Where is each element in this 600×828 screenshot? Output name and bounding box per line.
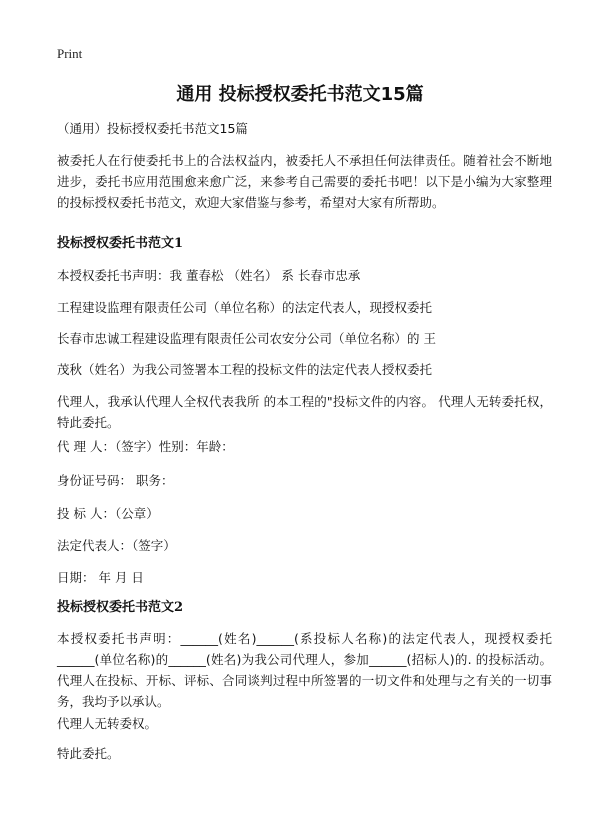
section1-paragraph: 代理人，我承认代理人全权代表我所 的本工程的"投标文件的内容。 代理人无转委托权，特此委托。 <box>57 394 552 430</box>
subtitle: （通用）投标授权委托书范文15篇 <box>57 121 248 136</box>
section1-line: 日期： 年 月 日 <box>57 570 144 585</box>
section1-line: 代 理 人：（签字）性别：年龄： <box>57 439 234 454</box>
section-heading-1: 投标授权委托书范文1 <box>57 236 184 251</box>
section2-line: 特此委托。 <box>57 746 120 761</box>
section2-paragraph: 本授权委托书声明：______(姓名)______(系投标人名称)的法定代表人，现授权委托______(单位名称)的______(姓名)为我公司代理人，参加______(招标人)的. 的投标活动。代理人在投标、开标、评标、合同谈判过程中所签署的一切文件和处理与之有关的一切事务，我均予以承认。 <box>57 631 552 709</box>
page-title: 通用 投标授权委托书范文15篇 <box>176 84 424 105</box>
section1-line: 长春市忠诚工程建设监理有限责任公司农安分公司（单位名称）的 王 <box>57 331 436 346</box>
section1-line: 本授权委托书声明：我 董春松 （姓名） 系 长春市忠承 <box>57 268 361 283</box>
section1-line: 投 标 人：（公章） <box>57 506 159 521</box>
print-link[interactable]: Print <box>57 46 83 61</box>
section2-line: 代理人无转委权。 <box>57 716 158 731</box>
section1-line: 法定代表人：（签字） <box>57 538 176 553</box>
section1-line: 茂秋（姓名）为我公司签署本工程的投标文件的法定代表人授权委托 <box>57 362 433 377</box>
intro-paragraph: 被委托人在行使委托书上的合法权益内，被委托人不承担任何法律责任。随着社会不断地进步，委托书应用范围愈来愈广泛，来参考自己需要的委托书吧！以下是小编为大家整理的投标授权委托书范文，欢迎大家借鉴与参考，希望对大家有所帮助。 <box>57 153 552 210</box>
section-heading-2: 投标授权委托书范文2 <box>57 600 184 615</box>
section1-line: 工程建设监理有限责任公司（单位名称）的法定代表人，现授权委托 <box>57 300 433 315</box>
section1-line: 身份证号码： 职务： <box>57 473 174 488</box>
